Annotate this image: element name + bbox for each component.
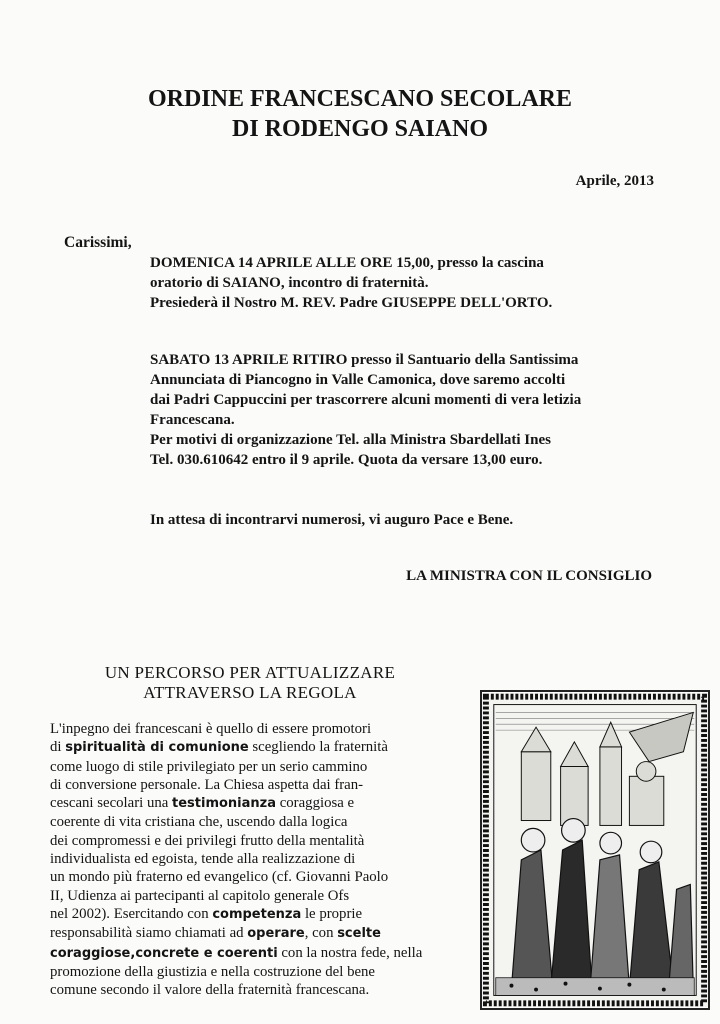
emphasis: coraggiose,concrete e coerenti <box>50 945 278 961</box>
retreat-paragraph <box>150 350 670 470</box>
text-line: Francescana. <box>150 412 235 428</box>
greeting: Carissimi, <box>64 234 132 251</box>
closing-line: In attesa di incontrarvi numerosi, vi auguro Pace e Bene. <box>150 512 514 528</box>
title-line-1: ORDINE FRANCESCANO SECOLARE <box>147 86 573 112</box>
text-line: L'inpegno dei francescani è quello di essere promotori <box>50 721 372 737</box>
page-title <box>0 84 720 144</box>
emphasis: scelte <box>337 926 381 942</box>
engraving-icon <box>482 692 708 1008</box>
text-line: Annunciata di Piancogno in Valle Camonica, dove saremo accolti <box>150 372 566 388</box>
emphasis: spiritualità di comunione <box>65 740 249 756</box>
text-line: individualista ed egoista, tende alla realizzazione di <box>50 851 356 868</box>
sunday-meeting-paragraph <box>150 253 670 313</box>
section-title-line-2: ATTRAVERSO LA REGOLA <box>143 683 357 702</box>
text-line: dai Padri Cappuccini per trascorrere alcuni momenti di vera letizia <box>150 392 582 408</box>
signature: LA MINISTRA CON IL CONSIGLIO <box>406 568 652 584</box>
text-line: un mondo più fraterno ed evangelico (cf. Giovanni Paolo <box>50 869 389 886</box>
text-line: Tel. 030.610642 entro il 9 aprile. Quota da versare 13,00 euro. <box>150 452 543 468</box>
title-line-2: DI RODENGO SAIANO <box>231 116 489 142</box>
text-line: II, Udienza ai partecipanti al capitolo generale Ofs <box>50 887 350 904</box>
text-line: di spiritualità di comunione scegliendo la fraternità <box>50 739 388 756</box>
text-line: responsabilità siamo chiamati ad operare, con scelte <box>50 925 381 942</box>
text-line: coerente di vita cristiana che, uscendo dalla logica <box>50 814 348 831</box>
text-line: come luogo di stile privilegiato per un serio cammino <box>50 758 368 775</box>
text-line: comune secondo il valore della fraternità francescana. <box>50 982 370 999</box>
text-line: DOMENICA 14 APRILE ALLE ORE 15,00, presso la cascina <box>150 255 544 271</box>
section-title-line-1: UN PERCORSO PER ATTUALIZZARE <box>104 663 396 682</box>
text-line: dei compromessi e dei privilegi frutto della mentalità <box>50 832 365 849</box>
text-line: Presiederà il Nostro M. REV. Padre GIUSEPPE DELL'ORTO. <box>150 295 553 311</box>
text-line: Per motivi di organizzazione Tel. alla Ministra Sbardellati Ines <box>150 432 551 448</box>
text-line: nel 2002). Esercitando con competenza le proprie <box>50 905 363 922</box>
letter-date: Aprile, 2013 <box>575 173 654 189</box>
emphasis: competenza <box>212 906 302 922</box>
emphasis: testimonianza <box>172 796 277 812</box>
medieval-engraving-illustration <box>480 690 710 1010</box>
text-line: di conversione personale. La Chiesa aspetta dai fran- <box>50 776 364 793</box>
text-line: SABATO 13 APRILE RITIRO presso il Santuario della Santissima <box>150 352 579 368</box>
emphasis: operare <box>247 926 305 942</box>
text-line: oratorio di SAIANO, incontro di fraternità. <box>150 275 429 291</box>
section-body <box>50 720 450 999</box>
text-line: coraggiose,concrete e coerenti con la nostra fede, nella <box>50 944 423 961</box>
text-line: cescani secolari una testimonianza coraggiosa e <box>50 795 355 812</box>
section-title <box>60 663 440 703</box>
text-line: promozione della giustizia e nella costruzione del bene <box>50 963 375 980</box>
